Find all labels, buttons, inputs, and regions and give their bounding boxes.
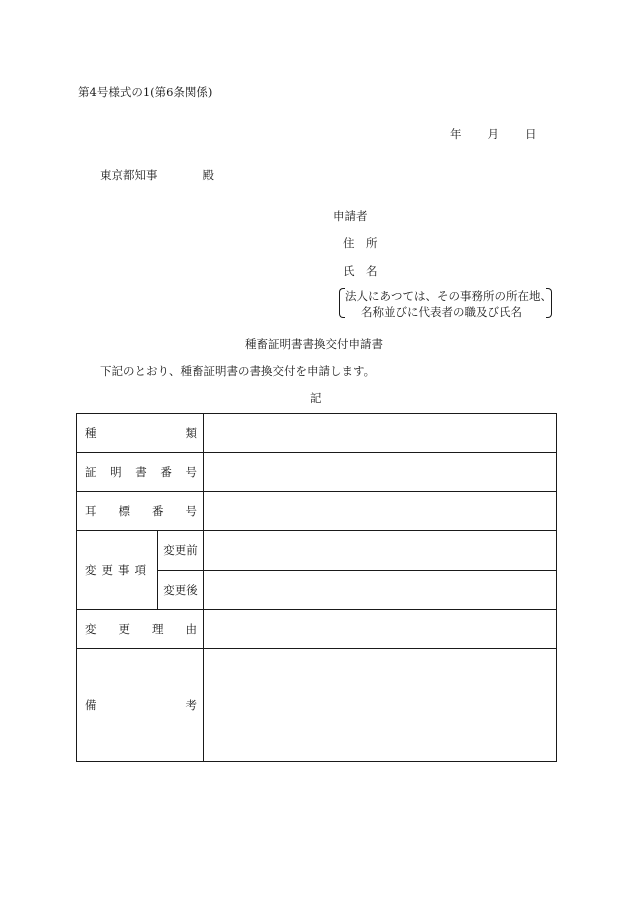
label-cell [77, 453, 204, 492]
table-row-change-items [77, 531, 557, 610]
addressee-governor: 東京都知事 [100, 168, 158, 182]
label-char: 明 [110, 465, 122, 479]
label-cell [77, 531, 204, 610]
label-char: 番 [160, 465, 172, 479]
applicant-note [339, 286, 552, 320]
after-change-label: 変更後 [163, 582, 198, 597]
table-row-type [77, 414, 557, 453]
label-char: 備 [85, 698, 97, 712]
label-char: 理 [152, 622, 164, 636]
change-reason-field[interactable] [204, 610, 557, 649]
document-title: 種畜証明書書換交付申請書 [245, 337, 383, 351]
label-char: 番 [152, 504, 164, 518]
after-change-field[interactable] [204, 571, 556, 610]
form-number: 第4号様式の1(第6条関係) [78, 85, 213, 99]
ki-label: 記 [310, 391, 322, 405]
intro-text: 下記のとおり、種畜証明書の書換交付を申請します。 [100, 364, 376, 378]
label-cell [77, 492, 204, 531]
label-char: 変 [85, 622, 97, 636]
table-row-certificate-number [77, 453, 557, 492]
applicant-label: 申請者 [333, 209, 368, 223]
label-char: 書 [135, 465, 147, 479]
right-bracket [546, 288, 552, 318]
certificate-number-field[interactable] [204, 453, 557, 492]
label-char: 類 [185, 426, 197, 440]
ear-tag-number-field[interactable] [204, 492, 557, 531]
address-label: 住 所 [343, 236, 378, 250]
change-values-cell [204, 531, 557, 610]
date-line [450, 126, 537, 142]
date-day-label: 日 [525, 127, 537, 141]
label-char: 種 [85, 426, 97, 440]
label-char: 由 [185, 622, 197, 636]
application-table [76, 413, 557, 762]
table-row-change-reason [77, 610, 557, 649]
addressee-honorific: 殿 [202, 168, 214, 182]
label-char: 号 [185, 504, 197, 518]
note-line-2: 名称並びに代表者の職及び氏名 [361, 305, 522, 319]
table-row-remarks [77, 649, 557, 762]
before-change-label: 変更前 [158, 531, 203, 571]
label-char: 考 [185, 698, 197, 712]
label-char: 号 [185, 465, 197, 479]
table-row-ear-tag-number [77, 492, 557, 531]
name-label: 氏 名 [343, 264, 378, 278]
remarks-field[interactable] [204, 649, 557, 762]
label-cell [77, 610, 204, 649]
note-line-1: 法人にあつては、その事務所の所在地、 [345, 289, 552, 303]
label-char: 証 [85, 465, 97, 479]
type-value-field[interactable] [204, 414, 557, 453]
before-change-field[interactable] [204, 531, 556, 571]
change-items-label: 変更事項 [77, 531, 158, 609]
label-char: 標 [118, 504, 130, 518]
label-cell [77, 649, 204, 762]
addressee [100, 167, 214, 183]
label-char: 耳 [85, 504, 97, 518]
label-cell [77, 414, 204, 453]
date-month-label: 月 [487, 127, 499, 141]
label-char: 更 [118, 622, 130, 636]
date-year-label: 年 [450, 127, 462, 141]
